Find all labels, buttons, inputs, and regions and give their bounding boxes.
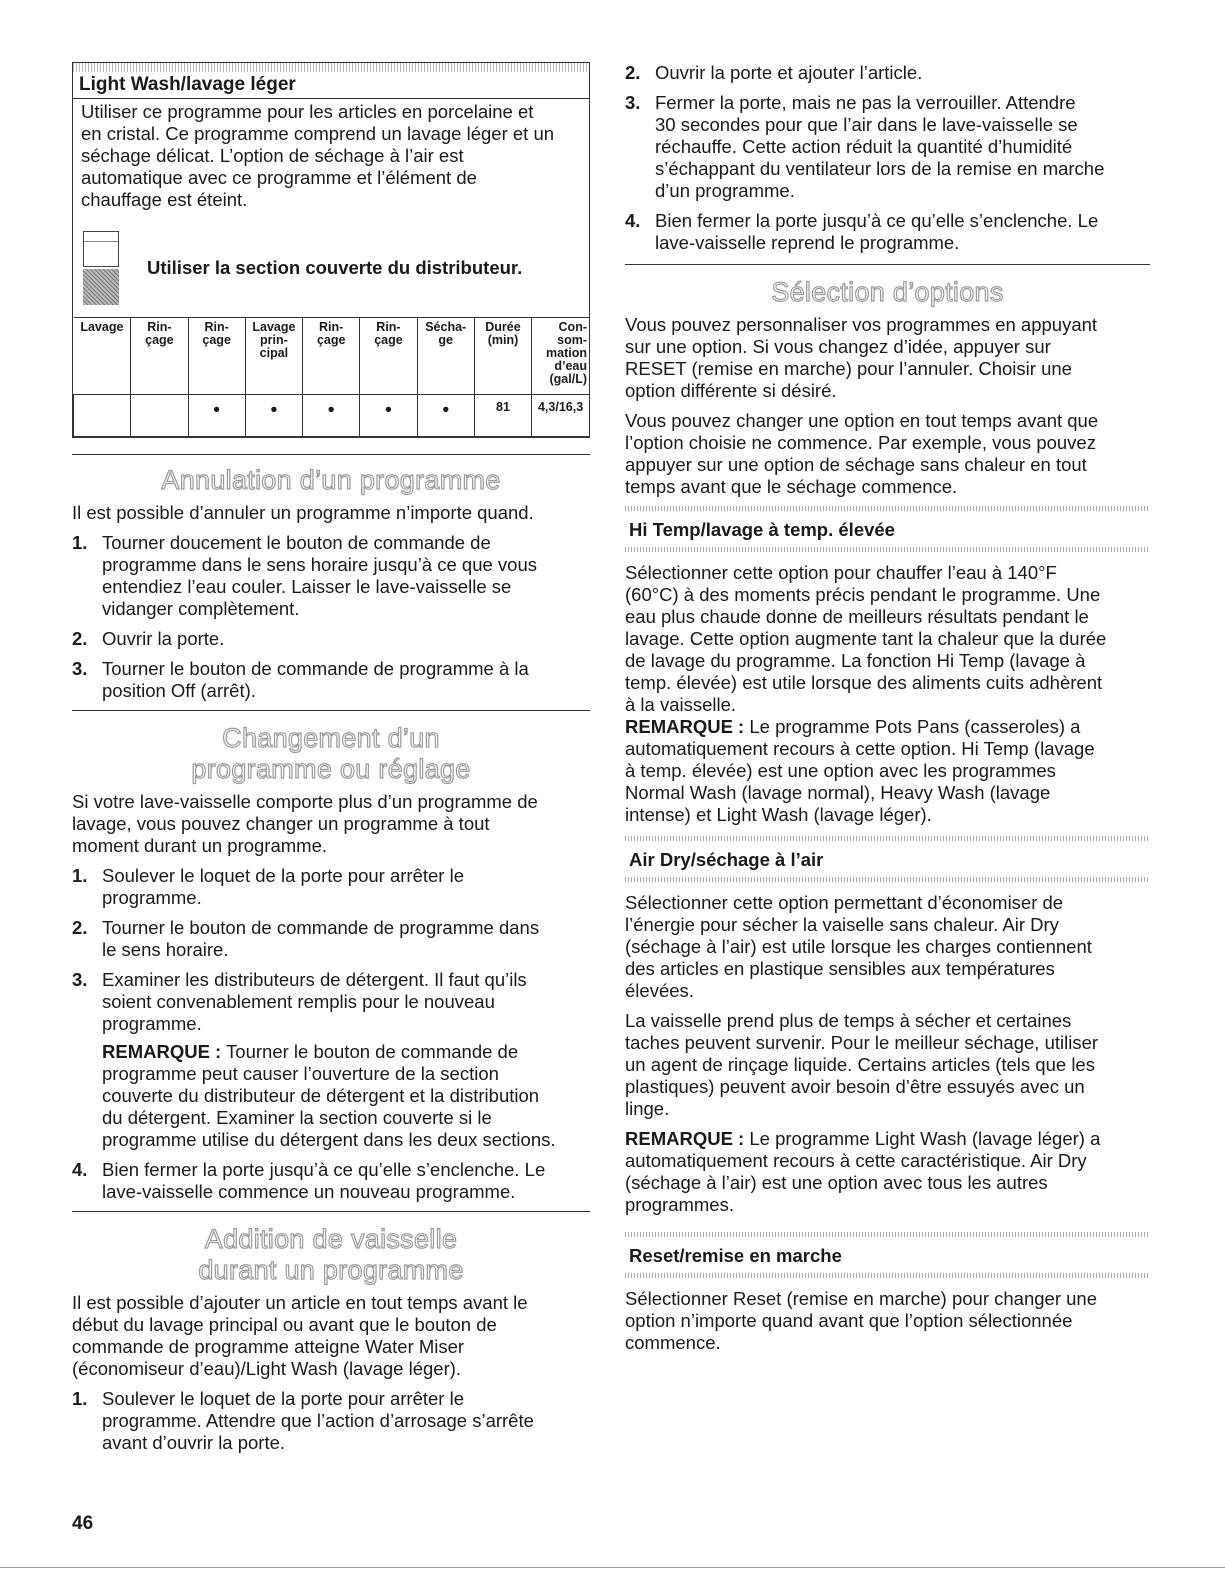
air-dry-note — [625, 1128, 1150, 1216]
reset-text — [625, 1288, 1150, 1354]
text-line: (économiseur d’eau)/Light Wash (lavage léger). — [72, 1358, 462, 1379]
text-line: Soulever le loquet de la porte pour arrêter le — [102, 865, 464, 886]
cancel-intro: Il est possible d’annuler un programme n’importe quand. — [72, 502, 534, 523]
note-text: intense) et Light Wash (lavage léger). — [625, 804, 932, 825]
intro-line: lavage, vous pouvez changer un programme à tout — [72, 813, 490, 834]
heading-line: Sélection d’options — [771, 277, 1004, 307]
intro-line: Si votre lave-vaisselle comporte plus d’un programme de — [72, 791, 538, 812]
list-item — [625, 92, 1150, 202]
text-line: çage — [202, 333, 231, 347]
list-text — [102, 1159, 590, 1203]
note-line — [102, 1107, 590, 1129]
table-cell: ● — [417, 395, 474, 437]
text-line: plastiques) peuvent avoir besoin d’être essuyés avec un — [625, 1076, 1085, 1097]
list-number: 3. — [625, 92, 641, 113]
text-line: s’échappant du ventilateur lors de la remise en marche — [655, 158, 1105, 179]
text-line: vidanger complètement. — [102, 598, 300, 619]
table-header-cell — [303, 318, 360, 395]
text-line: Tourner doucement le bouton de commande de — [102, 532, 491, 553]
note-line — [625, 1128, 1150, 1150]
note-text: à temp. élevée) est une option avec les programmes — [625, 760, 1056, 781]
page-bottom-rule — [0, 1567, 1225, 1568]
table-cell: ● — [188, 395, 245, 437]
list-number: 2. — [625, 62, 641, 83]
note-line — [625, 804, 1150, 826]
text-line: taches peuvent survenir. Pour le meilleur séchage, utiliser — [625, 1032, 1099, 1053]
text-line: çage — [316, 333, 346, 347]
list-item — [72, 1159, 590, 1203]
text-line: réchauffe. Cette action réduit la quantité d’humidité — [655, 136, 1073, 157]
note-line — [102, 1085, 590, 1107]
note-text: Le programme Light Wash (lavage léger) a — [744, 1128, 1101, 1149]
text-line: Durée — [485, 320, 521, 334]
text-line: RESET (remise en marche) pour l’annuler. Choisir une — [625, 358, 1072, 379]
text-line: temps avant que le séchage commence. — [625, 476, 958, 497]
options-heading — [625, 277, 1150, 308]
text-line: Il est possible d’ajouter un article en tout temps avant le — [72, 1292, 528, 1313]
desc-line: séchage délicat. L’option de séchage à l’air est — [81, 145, 464, 166]
text-line: Sélectionner Reset (remise en marche) pour changer une — [625, 1288, 1097, 1309]
list-text — [102, 532, 590, 620]
text-line: lavage. Cette option augmente tant la chaleur que la durée — [625, 628, 1107, 649]
text-line: commence. — [625, 1332, 721, 1353]
table-header-cell — [474, 318, 531, 395]
text-line: (60°C) à des moments précis pendant le programme. Une — [625, 584, 1101, 605]
text-line: élevées. — [625, 980, 694, 1001]
text-line: Rin- — [204, 320, 229, 334]
text-line: l’énergie pour sécher la vaiselle sans chaleur. Air Dry — [625, 914, 1059, 935]
table-header-cell — [360, 318, 417, 395]
options-paragraph-1 — [625, 314, 1150, 402]
table-cell — [131, 395, 188, 437]
text-line: som- — [557, 333, 587, 347]
hi-temp-text — [625, 562, 1150, 716]
intro-line: moment durant un programme. — [72, 835, 328, 856]
text-line: Vous pouvez changer une option en tout temps avant que — [625, 410, 1099, 431]
list-text — [102, 969, 590, 1151]
text-line: cipal — [259, 346, 289, 360]
section-rule — [72, 710, 590, 711]
dispenser-row — [73, 217, 589, 317]
table-cell — [74, 395, 131, 437]
text-line: linge. — [625, 1098, 670, 1119]
title-hatch — [73, 63, 589, 72]
text-line: le sens horaire. — [102, 939, 229, 960]
list-item — [72, 658, 590, 702]
section-rule — [625, 264, 1150, 265]
note-line — [625, 738, 1150, 760]
text-line: des articles en plastique sensibles aux températures — [625, 958, 1055, 979]
text-line: avant d’ouvrir la porte. — [102, 1432, 286, 1453]
add-intro — [72, 1292, 590, 1380]
desc-line: automatique avec ce programme et l’élément de — [81, 167, 477, 188]
section-rule — [72, 1211, 590, 1212]
note-line — [102, 1129, 590, 1151]
list-number: 4. — [72, 1159, 88, 1180]
list-text — [102, 628, 590, 650]
note-text: automatiquement recours à cette option. Hi Temp (lavage — [625, 738, 1095, 759]
text-line: un agent de rinçage liquide. Certains articles (tels que les — [625, 1054, 1095, 1075]
desc-line: Utiliser ce programme pour les articles en porcelaine et — [81, 101, 534, 122]
text-line: Sélectionner cette option pour chauffer l’eau à 140°F — [625, 562, 1057, 583]
note-text: Le programme Pots Pans (casseroles) a — [744, 716, 1081, 737]
list-text — [655, 92, 1150, 202]
text-line: Ouvrir la porte. — [102, 628, 225, 649]
change-intro — [72, 791, 590, 857]
hi-temp-heading: Hi Temp/lavage à temp. élevée — [625, 506, 1150, 552]
add-heading — [72, 1224, 590, 1286]
note-label: REMARQUE : — [102, 1041, 222, 1062]
section-rule — [72, 454, 590, 455]
light-wash-title — [73, 63, 589, 99]
text-line: mation — [546, 346, 587, 360]
list-number: 1. — [72, 532, 88, 553]
list-item — [72, 917, 590, 961]
table-cell: 4,3/16,3 — [532, 395, 589, 437]
note-text: automatiquement recours à cette caractéristique. Air Dry — [625, 1150, 1087, 1171]
text-line: l’option choisie ne commence. Par exemple, vous pouvez — [625, 432, 1096, 453]
list-item — [625, 210, 1150, 254]
text-line: position Off (arrêt). — [102, 680, 256, 701]
light-wash-description — [73, 99, 589, 217]
note-line — [102, 1041, 590, 1063]
text-line: Lavage — [80, 320, 124, 334]
change-heading — [72, 723, 590, 785]
text-line: de lavage du programme. La fonction Hi Temp (lavage à — [625, 650, 1086, 671]
add-steps-right — [625, 62, 1150, 254]
cancel-heading — [72, 465, 590, 496]
list-text — [655, 62, 1150, 84]
text-line: ge — [438, 333, 454, 347]
note-text: couverte du distributeur de détergent et la distribution — [102, 1085, 540, 1106]
list-number: 1. — [72, 865, 88, 886]
note-label: REMARQUE : — [625, 1128, 745, 1149]
list-item — [72, 865, 590, 909]
text-line: Soulever le loquet de la porte pour arrêter le — [102, 1388, 464, 1409]
text-line: appuyer sur une option de séchage sans chaleur en tout — [625, 454, 1087, 475]
note-line — [625, 1172, 1150, 1194]
table-cell: 81 — [474, 395, 531, 437]
table-cell: ● — [303, 395, 360, 437]
text-line: Vous pouvez personnaliser vos programmes en appuyant — [625, 314, 1098, 335]
text-line: Ouvrir la porte et ajouter l’article. — [655, 62, 923, 83]
text-line: Sécha- — [425, 320, 467, 334]
note-text: programme peut causer l’ouverture de la section — [102, 1063, 499, 1084]
text-line: Tourner le bouton de commande de programme à la — [102, 658, 529, 679]
text-line: prin- — [260, 333, 288, 347]
text-line: programme. — [102, 887, 202, 908]
list-text — [102, 865, 590, 909]
right-column — [625, 62, 1150, 1354]
list-number: 4. — [625, 210, 641, 231]
light-wash-box — [72, 62, 590, 438]
text-line: à la vaisselle. — [625, 694, 737, 715]
hi-temp-note — [625, 716, 1150, 826]
table-cell: ● — [245, 395, 302, 437]
dispenser-text: Utiliser la section couverte du distributeur. — [147, 257, 523, 278]
desc-line: en cristal. Ce programme comprend un lavage léger et un — [81, 123, 555, 144]
text-line: programme. — [102, 1013, 202, 1034]
list-number: 2. — [72, 628, 88, 649]
table-cell: ● — [360, 395, 417, 437]
text-line: Rin- — [319, 320, 344, 334]
air-dry-paragraph-1 — [625, 892, 1150, 1002]
light-wash-title-text: Light Wash/lavage léger — [79, 74, 296, 95]
air-dry-paragraph-2 — [625, 1010, 1150, 1120]
cycle-table-header — [74, 318, 590, 395]
text-line: (séchage à l’air) est utile lorsque les charges contiennent — [625, 936, 1092, 957]
text-line: Bien fermer la porte jusqu’à ce qu’elle s’enclenche. Le — [102, 1159, 546, 1180]
text-line: çage — [145, 333, 174, 347]
list-text — [102, 1388, 590, 1454]
list-text — [102, 658, 590, 702]
cycle-table-values — [74, 395, 590, 437]
text-line: eau plus chaude donne de meilleurs résultats pendant le — [625, 606, 1089, 627]
list-item — [72, 532, 590, 620]
list-text — [655, 210, 1150, 254]
air-dry-heading: Air Dry/séchage à l’air — [625, 836, 1150, 882]
note-text: du détergent. Examiner la section couverte si le — [102, 1107, 492, 1128]
text-line: sur une option. Si vous changez d’idée, appuyer sur — [625, 336, 1051, 357]
note-text: Normal Wash (lavage normal), Heavy Wash (lavage — [625, 782, 1051, 803]
add-steps-left — [72, 1388, 590, 1454]
text-line: d’un programme. — [655, 180, 795, 201]
note-text: (séchage à l’air) est une option avec tous les autres — [625, 1172, 1048, 1193]
text-line: commande de programme atteigne Water Miser — [72, 1336, 465, 1357]
text-line: Sélectionner cette option permettant d’économiser de — [625, 892, 1064, 913]
page-number: 46 — [72, 1513, 94, 1534]
text-line: Examiner les distributeurs de détergent. Il faut qu’ils — [102, 969, 527, 990]
cancel-steps — [72, 532, 590, 702]
text-line: temp. élevée) est utile lorsque des aliments cuits adhèrent — [625, 672, 1103, 693]
note-line — [625, 1150, 1150, 1172]
text-line: programme dans le sens horaire jusqu’à ce que vous — [102, 554, 537, 575]
list-item — [72, 1388, 590, 1454]
text-line: option n’importe quand avant que l’option sélectionnée — [625, 1310, 1073, 1331]
list-text — [102, 917, 590, 961]
desc-line: chauffage est éteint. — [81, 189, 248, 210]
text-line: programme. Attendre que l’action d’arrosage s’arrête — [102, 1410, 534, 1431]
text-line: lave-vaisselle commence un nouveau programme. — [102, 1181, 516, 1202]
reset-heading: Reset/remise en marche — [625, 1232, 1150, 1278]
list-number: 2. — [72, 917, 88, 938]
text-line: Rin- — [376, 320, 401, 334]
options-paragraph-2 — [625, 410, 1150, 498]
table-header-cell — [188, 318, 245, 395]
note-line — [102, 1063, 590, 1085]
heading-line: Addition de vaisselle — [204, 1224, 458, 1254]
text-line: soient convenablement remplis pour le nouveau — [102, 991, 495, 1012]
note-text: Tourner le bouton de commande de — [221, 1041, 519, 1062]
text-line: entendiez l’eau couler. Laisser le lave-vaisselle se — [102, 576, 512, 597]
text-line: d’eau — [554, 359, 587, 373]
list-item — [72, 628, 590, 650]
text-line: (gal/L) — [549, 372, 587, 386]
heading-line: Annulation d’un programme — [161, 465, 501, 495]
heading-line: durant un programme — [198, 1255, 464, 1285]
heading-line: programme ou réglage — [191, 754, 471, 784]
list-number: 1. — [72, 1388, 88, 1409]
text-line: Lavage — [252, 320, 296, 334]
text-line: début du lavage principal ou avant que le bouton de — [72, 1314, 497, 1335]
note-line — [625, 716, 1150, 738]
text-line: Bien fermer la porte jusqu’à ce qu’elle s’enclenche. Le — [655, 210, 1099, 231]
text-line: Rin- — [147, 320, 172, 334]
table-header-cell — [131, 318, 188, 395]
list-number: 3. — [72, 658, 88, 679]
heading-line: Changement d’un — [222, 723, 440, 753]
table-header-cell — [74, 318, 131, 395]
list-item — [625, 62, 1150, 84]
table-header-cell — [532, 318, 589, 395]
note-line — [625, 760, 1150, 782]
note-line — [625, 782, 1150, 804]
note — [102, 1041, 590, 1151]
table-header-cell — [417, 318, 474, 395]
text-line: çage — [374, 333, 403, 347]
text-line: Tourner le bouton de commande de programme dans — [102, 917, 540, 938]
text-line: Con- — [558, 320, 587, 334]
text-line: Fermer la porte, mais ne pas la verrouiller. Attendre — [655, 92, 1076, 113]
text-line: La vaisselle prend plus de temps à sécher et certaines — [625, 1010, 1072, 1031]
cycle-table — [73, 317, 589, 437]
text-line: lave-vaisselle reprend le programme. — [655, 232, 960, 253]
dispenser-icon — [81, 231, 121, 305]
text-line: option différente si désiré. — [625, 380, 837, 401]
list-number: 3. — [72, 969, 88, 990]
note-text: programmes. — [625, 1194, 734, 1215]
note-text: programme utilise du détergent dans les deux sections. — [102, 1129, 556, 1150]
left-column — [72, 62, 590, 1462]
text-line: 30 secondes pour que l’air dans le lave-vaisselle se — [655, 114, 1078, 135]
text-line: (min) — [487, 333, 519, 347]
list-item — [72, 969, 590, 1151]
note-label: REMARQUE : — [625, 716, 745, 737]
note-line — [625, 1194, 1150, 1216]
table-header-cell — [245, 318, 302, 395]
change-steps — [72, 865, 590, 1203]
